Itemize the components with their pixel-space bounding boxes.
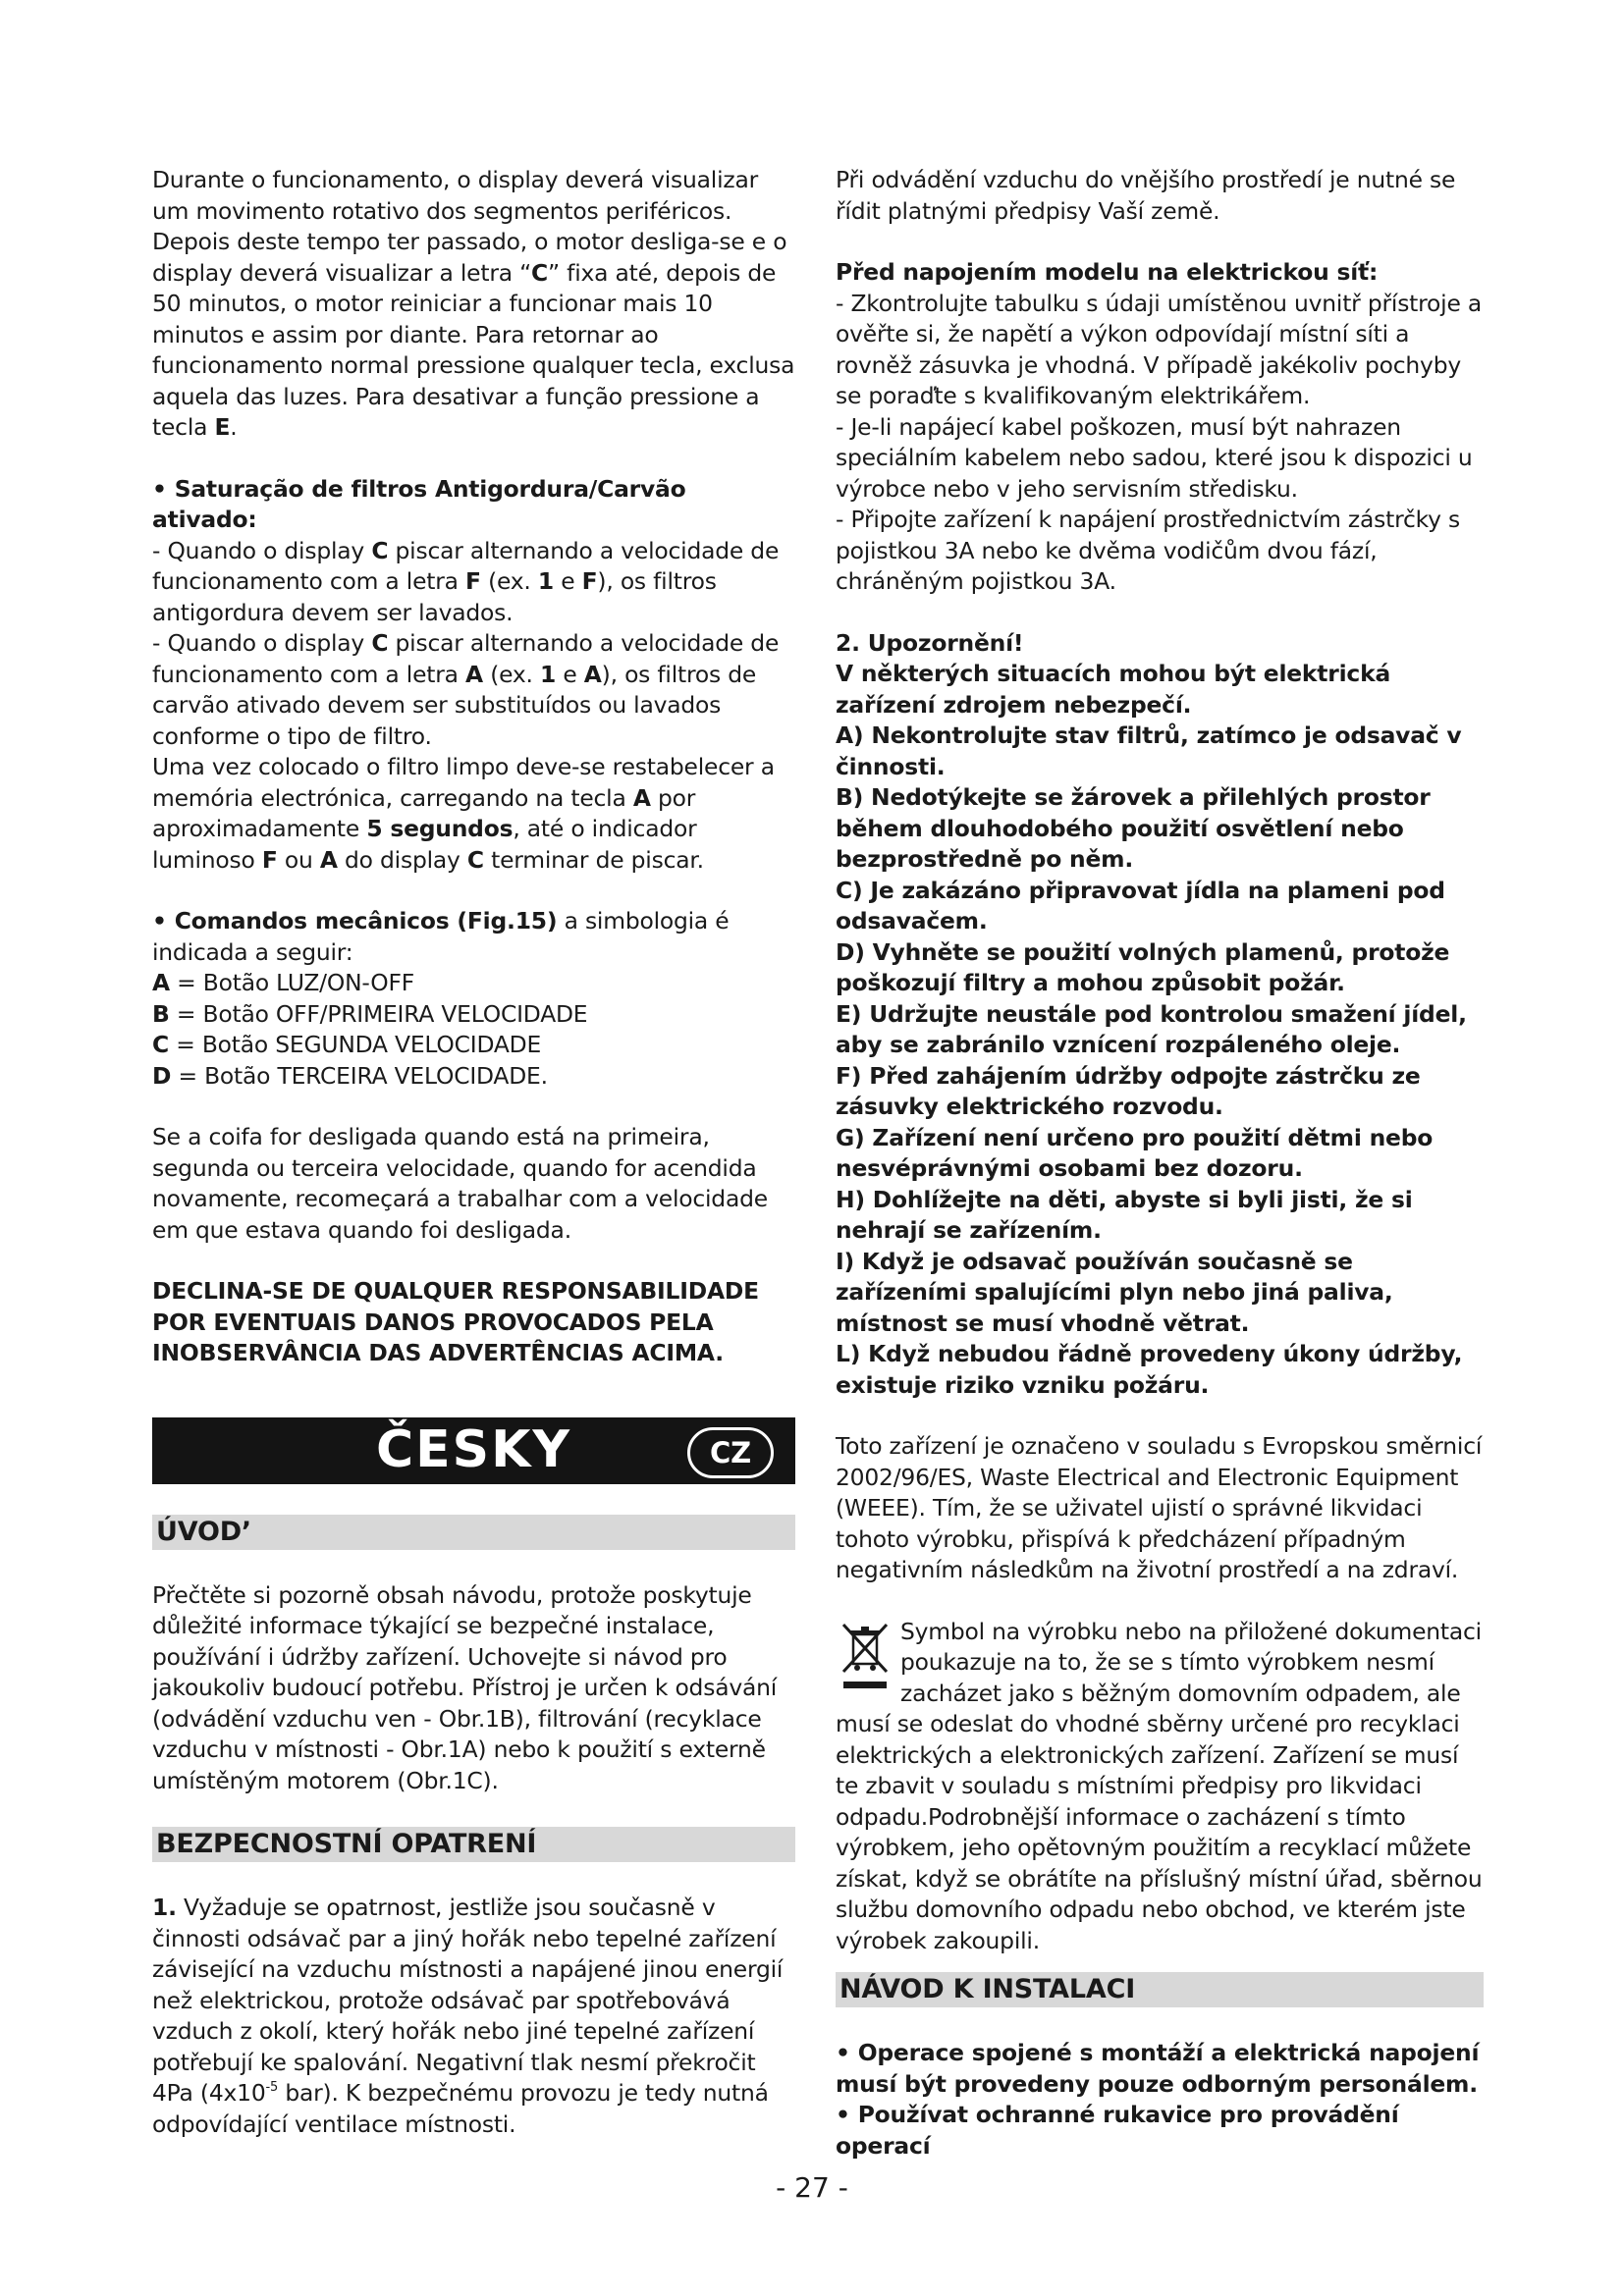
control-item: B = Botão OFF/PRIMEIRA VELOCIDADE — [152, 999, 588, 1028]
warning-item: A) Nekontrolujte stav filtrů, zatímco je odsavač v činnosti. — [836, 721, 1462, 780]
warning-item: B) Nedotýkejte se žárovek a přilehlých prostor během dlouhodobého použití osvětlení nebo bezprostředně po něm. — [836, 783, 1431, 873]
filter-reset-paragraph: Uma vez colocado o filtro limpo deve-se restabelecer a memória electrónica, carregando na tecla A por aproximadamente 5 segundos, até o indicador luminoso F ou A do display C terminar de piscar. — [152, 753, 775, 874]
mechanical-controls-paragraph: • Comandos mecânicos (Fig.15) a simbologia é indicada a seguir: — [152, 907, 730, 966]
warnings-block — [836, 628, 1484, 1402]
electrical-item: - Připojte zařízení k napájení prostřednictvím zástrčky s pojistkou 3A nebo ke dvěma vodičům dvou fází, chráněným pojistkou 3A. — [836, 506, 1461, 595]
carbon-filter-paragraph: - Quando o display C piscar alternando a velocidade de funcionamento com a letra A (ex. 1 e A), os filtros de carvão ativado devem ser substituídos ou lavados conforme o tipo de filtro. — [152, 629, 780, 750]
weee-symbol-paragraph: Symbol na výrobku nebo na přiložené dokumentaci poukazuje na to, že se s tímto výrobkem nesmí zacházet jako s běžným domovním odpadem, ale musí se odeslat do vhodné sběrny určené pro recyklaci elektrických a elektronických zařízení. Zařízení se musí te zbavit v souladu s místními předpisy pro likvidaci odpadu.Podrobnější informace o zacházení s tímto výrobkem, jeho opětovným použitím a recyklací můžete získat, když se obrátíte na příslušný místní úřad, sběrnou službu domovního odpadu nebo obchod, ve kterém jste výrobek zakoupili. — [836, 1617, 1483, 1954]
disclaimer-paragraph: DECLINA-SE DE QUALQUER RESPONSABILIDADE POR EVENTUAIS DANOS PROVOCADOS PELA INOBSERVÂNCIA DAS ADVERTÊNCIAS ACIMA. — [152, 1277, 759, 1366]
left-column — [152, 165, 795, 2140]
display-function-paragraph: Durante o funcionamento, o display deverá visualizar um movimento rotativo dos segmentos periféricos. Depois deste tempo ter passado, o motor desliga-se e o display deverá visualizar a letra “C” fixa até, depois de 50 minutos, o motor reiniciar a funcionar mais 10 minutos e assim por diante. Para retornar ao funcionamento normal pressione qualquer tecla, exclusa aquela das luzes. Para desativar a função pressione a tecla E. — [152, 166, 795, 441]
page-number: - 27 - — [776, 2171, 848, 2204]
language-code-badge: CZ — [687, 1427, 774, 1478]
safety-paragraph: 1. Vyžaduje se opatrnost, jestliže jsou současně v činnosti odsávač par a jiný hořák nebo tepelné zařízení závisející na vzduchu místnosti a napájené jinou energií než elektrickou, protože odsávač par spotřebovává vzduch z okolí, který hořák nebo jiné tepelné zařízení potřebují ke spalování. Negativní tlak nesmí překročit 4Pa ($4x10^{-5}$ bar). K bezpečnému provozu je tedy nutná odpovídající ventilace místnosti. — [152, 1894, 784, 2138]
right-column — [836, 165, 1484, 2162]
warning-item: G) Zařízení není určeno pro použití dětmi nebo nesvéprávnými osobami bez dozoru. — [836, 1123, 1434, 1182]
language-title: ČESKY — [375, 1419, 572, 1479]
grease-filter-paragraph: - Quando o display C piscar alternando a velocidade de funcionamento com a letra F (ex. 1 e F), os filtros antigordura devem ser lavados. — [152, 536, 780, 626]
intro-heading: ÚVOD’ — [152, 1515, 795, 1550]
warning-item: D) Vyhněte se použití volných plamenů, protože poškozují filtry a mohou způsobit požár. — [836, 937, 1450, 996]
installation-item: • Používat ochranné rukavice pro provádění operací — [836, 2101, 1399, 2160]
warnings-title: 2. Upozornění! — [836, 628, 1024, 657]
language-banner — [152, 1417, 795, 1484]
warning-item: F) Před zahájením údržby odpojte zástrčku ze zásuvky elektrického rozvodu. — [836, 1061, 1421, 1120]
electrical-title: Před napojením modelu na elektrickou síť: — [836, 258, 1379, 286]
filter-saturation-title: • Saturação de filtros Antigordura/Carvão ativado: — [152, 474, 686, 533]
weee-symbol-block — [836, 1617, 1484, 1957]
installation-item: • Operace spojené s montáží a elektrická napojení musí být provedeny pouze odborným personálem. — [836, 2039, 1480, 2098]
warnings-intro: V některých situacích mohou být elektrická zařízení zdrojem nebezpečí. — [836, 660, 1391, 719]
exhaust-regulation-paragraph: Při odvádění vzduchu do vnějšího prostředí je nutné se řídit platnými předpisy Vaší země. — [836, 166, 1456, 225]
warning-item: C) Je zakázáno připravovat jídla na plameni pod odsavačem. — [836, 876, 1445, 934]
intro-paragraph: Přečtěte si pozorně obsah návodu, protože poskytuje důležité informace týkající se bezpečné instalace, používání i údržby zařízení. Uchovejte si návod pro jakoukoliv budoucí potřebu. Přístroj je určen k odsávání (odvádění vzduchu ven - Obr.1B), filtrování (recyklace vzduchu v místnosti - Obr.1A) nebo k použití s externě umístěným motorem (Obr.1C). — [152, 1580, 778, 1794]
crossed-bin-icon — [839, 1621, 891, 1697]
weee-directive-paragraph: Toto zařízení je označeno v souladu s Evropskou směrnicí 2002/96/ES, Waste Electrical and Electronic Equipment (WEEE). Tím, že se uživatel ujistí o správné likvidaci tohoto výrobku, přispívá k předcházení případným negativním následkům na životní prostředí a na zdraví. — [836, 1432, 1483, 1583]
safety-heading: BEZPECNOSTNÍ OPATRENÍ — [152, 1827, 795, 1862]
warning-item: I) Když je odsavač používán současně se zařízeními spalujícími plyn nebo jiná paliva, místnost se musí vhodně větrat. — [836, 1247, 1393, 1337]
electrical-item: - Je-li napájecí kabel poškozen, musí být nahrazen speciálním kabelem nebo sadou, které jsou k dispozici u výrobce nebo v jeho servisním středisku. — [836, 412, 1473, 503]
control-item: A = Botão LUZ/ON-OFF — [152, 969, 414, 996]
electrical-item: - Zkontrolujte tabulku s údaji umístěnou uvnitř přístroje a ověřte si, že napětí a výkon odpovídají místní síti a rovněž zásuvka je vhodná. V případě jakékoliv pochyby se poraďte s kvalifikovaným elektrikářem. — [836, 289, 1483, 409]
speed-memory-paragraph: Se a coifa for desligada quando está na primeira, segunda ou terceira velocidade, quando for acendida novamente, recomeçará a trabalhar com a velocidade em que estava quando foi desligada. — [152, 1123, 768, 1244]
warning-item: H) Dohlížejte na děti, abyste si byli jisti, že si nehrají se zařízením. — [836, 1185, 1413, 1244]
warning-item: L) Když nebudou řádně provedeny úkony údržby, existuje riziko vzniku požáru. — [836, 1340, 1463, 1399]
control-item: D = Botão TERCEIRA VELOCIDADE. — [152, 1061, 548, 1090]
control-item: C = Botão SEGUNDA VELOCIDADE — [152, 1031, 542, 1058]
warning-item: E) Udržujte neustále pod kontrolou smažení jídel, aby se zabránilo vznícení rozpáleného oleje. — [836, 999, 1467, 1058]
installation-heading: NÁVOD K INSTALACI — [836, 1972, 1484, 2007]
